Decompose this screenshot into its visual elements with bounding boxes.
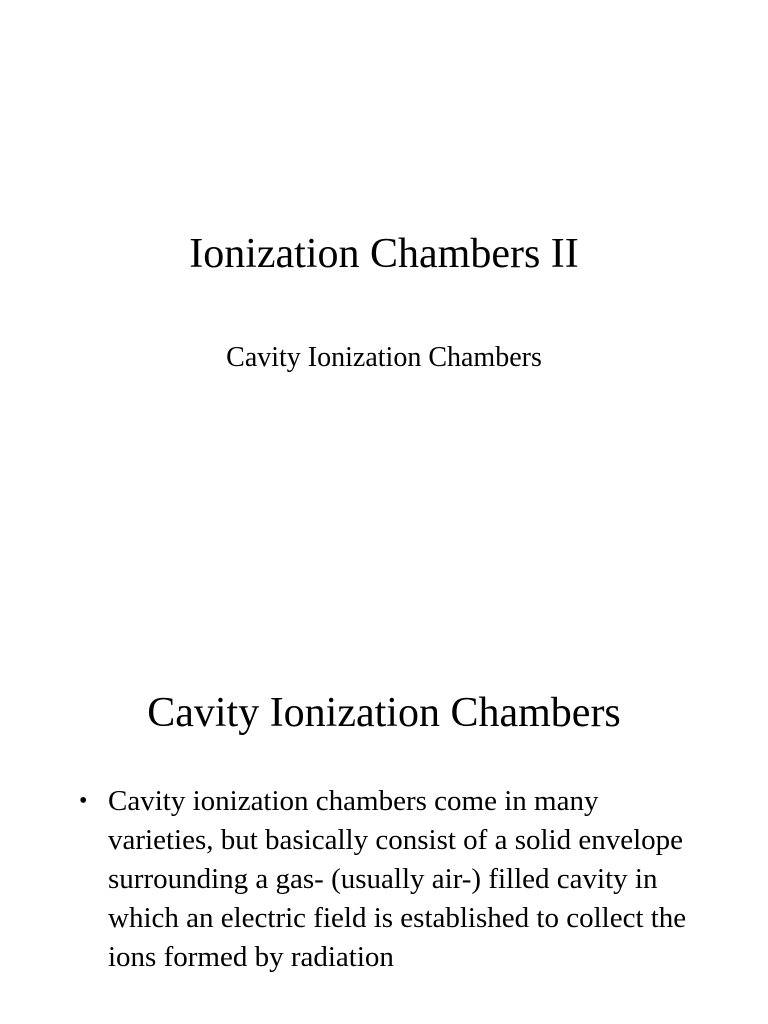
slide-title: Cavity Ionization Chambers: [147, 690, 621, 736]
bullet-text: Cavity ionization chambers come in many varieties, but basically consist of a solid envelope surrounding a gas- (usually air-) filled cavity in which an electric field is established to collect the ions formed by radiation: [108, 785, 687, 973]
bullet-item: [77, 782, 687, 977]
bullet-dot-icon: •: [79, 788, 88, 814]
presentation-subtitle: Cavity Ionization Chambers: [226, 342, 542, 373]
bullet-list: [77, 782, 687, 977]
content-slide: [0, 512, 768, 1024]
presentation-title: Ionization Chambers II: [189, 231, 579, 277]
